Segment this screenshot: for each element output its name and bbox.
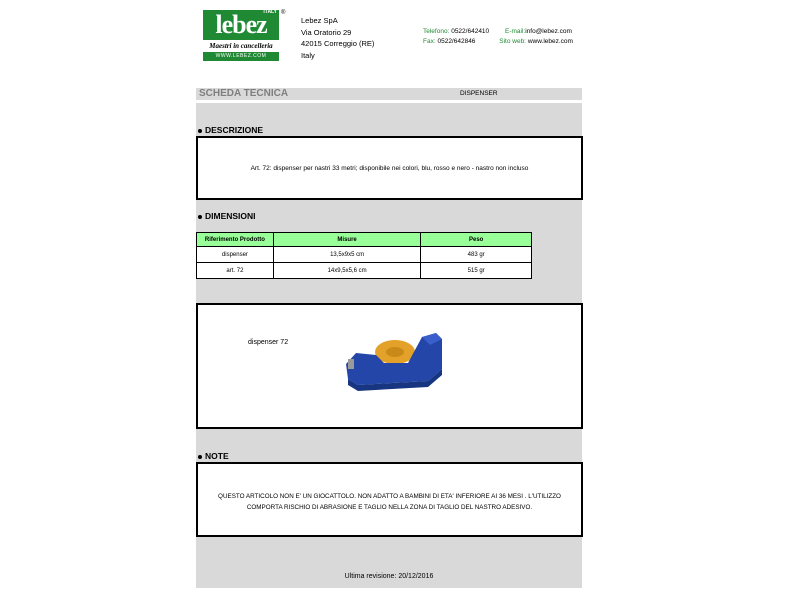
section-dimensioni-heading: DIMENSIONI [198,211,256,221]
logo-web: WWW.LEBEZ.COM [203,52,279,61]
logo-italy: ITALY [263,9,277,15]
revision-date: Ultima revisione: 20/12/2016 [344,573,434,580]
table-header-row [197,233,532,247]
tape-core [386,347,404,357]
lebez-logo [203,9,286,62]
table-cell: 483 gr [421,247,532,263]
table-header-cell: Peso [421,233,532,247]
table-row [197,247,532,263]
table-cell: 13,5x9x5 cm [273,247,421,263]
section-note-heading: NOTE [198,451,229,461]
product-image-box [196,303,583,429]
section-descrizione-heading: DESCRIZIONE [198,125,263,135]
table-cell: art. 72 [197,263,274,279]
description-box [196,136,583,200]
table-header-cell: Riferimento Prodotto [197,233,274,247]
fax-label: Fax: [423,38,436,45]
note-text: QUESTO ARTICOLO NON E' UN GIOCATTOLO. NON ADATTO A BAMBINI DI ETA' INFERIORE AI 36 MESI . L'UTILIZZO COMPORTA RISCHIO DI ABRASIONE E TAGLIO NELLA ZONA DI TAGLIO DEL NASTRO ADESIVO. [218,493,561,511]
logo-wordmark: lebez [215,10,267,39]
email-label: E-mail: [504,28,526,35]
fax-value: 0522/642846 [437,38,476,45]
table-cell: 14x9,5x5,6 cm [273,263,421,279]
cutter-blade [348,359,354,369]
bullet-icon [198,129,202,133]
tape-dispenser-image [338,319,458,399]
table-row [197,263,532,279]
web-value[interactable]: www.lebez.com [527,38,573,45]
product-name: DISPENSER [460,90,498,97]
company-city: 42015 Correggio (RE) [301,39,375,48]
phone-value: 0522/642410 [451,28,490,35]
email-value[interactable]: info@lebez.com [525,28,572,35]
company-address [301,15,374,61]
description-text: Art. 72: dispenser per nastri 33 metri; disponibile nei colori, blu, rosso e nero - nastro non incluso [250,165,529,172]
company-name: Lebez SpA [301,16,338,25]
title-divider [196,100,582,103]
company-street: Via Oratorio 29 [301,27,352,37]
table-cell: 515 gr [421,263,532,279]
logo-registered-mark: ® [281,10,286,16]
company-contacts [423,27,573,47]
image-caption: dispenser 72 [248,339,289,346]
sheet-title: SCHEDA TECNICA [199,88,289,99]
company-country: Italy [301,50,315,60]
logo-tagline: Maestri in cancelleria [209,42,273,50]
bullet-icon [198,455,202,459]
dimensions-table [196,232,532,279]
table-header-cell: Misure [273,233,421,247]
web-label: Sito web: [499,38,526,45]
note-box [196,462,583,537]
bullet-icon [198,215,202,219]
table-cell: dispenser [197,247,274,263]
phone-label: Telefono: [423,28,450,35]
